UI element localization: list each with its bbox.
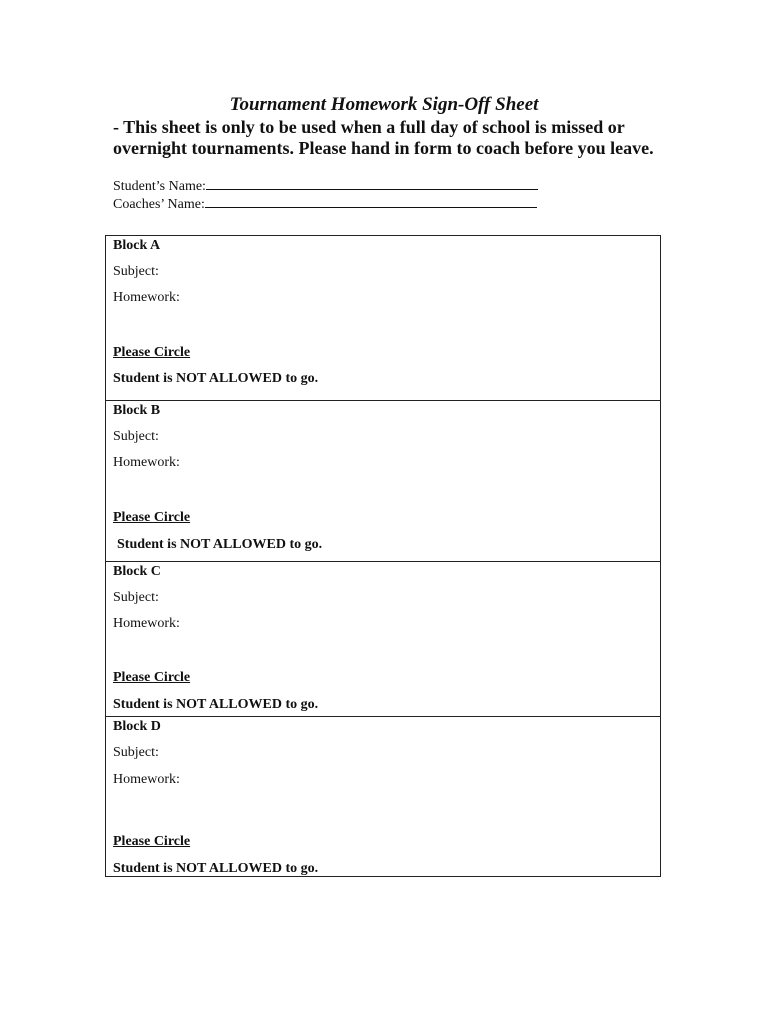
homework-blocks-table bbox=[105, 235, 661, 877]
intro-text bbox=[113, 117, 673, 159]
allowed-status-text[interactable]: Student is NOT ALLOWED to go. bbox=[117, 537, 323, 552]
block-b bbox=[106, 400, 660, 561]
subject-label: Subject: bbox=[113, 745, 159, 760]
subject-label: Subject: bbox=[113, 429, 159, 444]
homework-label: Homework: bbox=[113, 616, 180, 631]
homework-label: Homework: bbox=[113, 290, 180, 305]
intro-line-2: overnight tournaments. Please hand in form to coach before you leave. bbox=[113, 138, 654, 158]
block-a bbox=[106, 236, 660, 400]
block-heading: Block B bbox=[113, 403, 161, 418]
block-d bbox=[106, 716, 660, 876]
homework-label: Homework: bbox=[113, 455, 180, 470]
please-circle-label: Please Circle bbox=[113, 345, 191, 360]
coaches-name-blank[interactable] bbox=[205, 195, 537, 208]
intro-line-1: - This sheet is only to be used when a full day of school is missed or bbox=[113, 117, 625, 137]
subject-label: Subject: bbox=[113, 264, 159, 279]
student-name-field[interactable] bbox=[113, 177, 538, 195]
please-circle-label: Please Circle bbox=[113, 510, 191, 525]
coaches-name-label: Coaches’ Name: bbox=[113, 197, 205, 212]
document-title: Tournament Homework Sign-Off Sheet bbox=[229, 94, 539, 115]
homework-label: Homework: bbox=[113, 772, 180, 787]
subject-label: Subject: bbox=[113, 590, 159, 605]
please-circle-label: Please Circle bbox=[113, 670, 191, 685]
student-name-blank[interactable] bbox=[206, 177, 538, 190]
please-circle-label: Please Circle bbox=[113, 834, 191, 849]
coaches-name-field[interactable] bbox=[113, 195, 537, 213]
student-name-label: Student’s Name: bbox=[113, 179, 206, 194]
block-c bbox=[106, 561, 660, 716]
allowed-status-text[interactable]: Student is NOT ALLOWED to go. bbox=[113, 861, 319, 876]
allowed-status-text[interactable]: Student is NOT ALLOWED to go. bbox=[113, 697, 319, 712]
block-heading: Block A bbox=[113, 238, 161, 253]
block-heading: Block D bbox=[113, 719, 161, 734]
block-heading: Block C bbox=[113, 564, 161, 579]
allowed-status-text[interactable]: Student is NOT ALLOWED to go. bbox=[113, 371, 319, 386]
